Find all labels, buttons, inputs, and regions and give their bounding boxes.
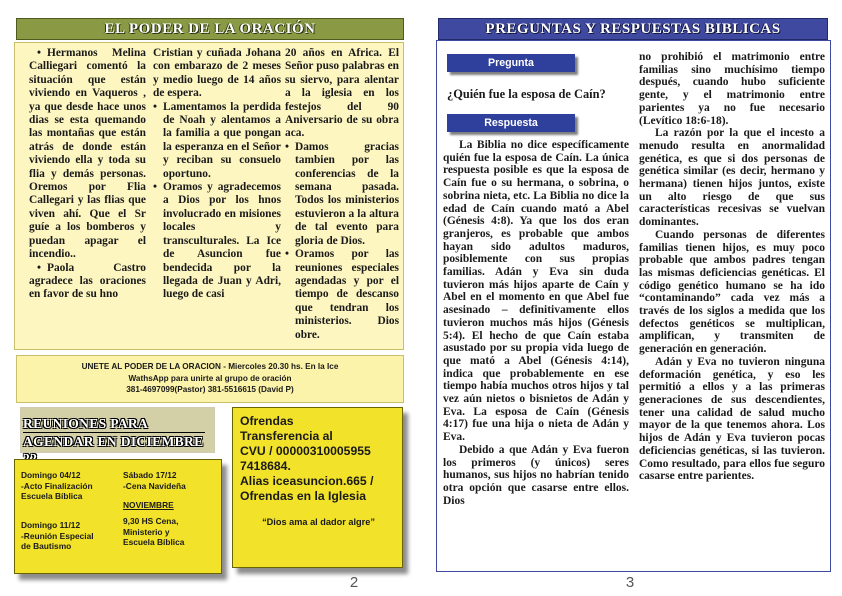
question-label: Pregunta	[447, 54, 575, 72]
offerings-cvu-end: 7418684.	[240, 459, 291, 473]
meetings-title	[20, 407, 215, 453]
page-number-left: 2	[349, 574, 359, 591]
invite-line-schedule: UNETE AL PODER DE LA ORACION - Miercoles 20.30 hs. En la Ice	[81, 362, 339, 371]
offerings-title: Ofrendas	[240, 414, 294, 428]
prayer-column-2	[153, 47, 281, 302]
agenda-text: de Bautismo	[21, 541, 72, 551]
agenda-event-dec-11	[21, 520, 94, 552]
agenda-text: -Cena Navideña	[123, 480, 186, 491]
qa-box	[436, 40, 831, 572]
agenda-event-dec-17	[123, 470, 186, 491]
agenda-date: Domingo 11/12	[21, 520, 81, 530]
agenda-text: -Reunión Especial	[21, 530, 94, 541]
prayer-column-3	[285, 47, 399, 342]
agenda-text: Escuela Bíblica	[123, 537, 185, 547]
answer-label: Respuesta	[447, 114, 575, 132]
meetings-title-line-2: AGENDAR EN DICIEMBRE	[23, 433, 205, 468]
prayer-requests-box	[14, 42, 404, 350]
agenda-text: Ministerio y	[123, 526, 170, 537]
prayer-item-special-meetings: • Oramos por las reuniones especiales agendadas y por el tiempo de descanso que tendran los ministerios. Dios obre.	[285, 248, 399, 342]
agenda-event-dec-04	[21, 470, 93, 502]
answer-paragraph: La razón por la que el incesto a menudo resulta en anormalidad genética, es que si dos personas de genética similar (es decir, hermano y hermana) tienen hijos juntos, existe un alto riesgo de que sus características recesivas se vuelvan dominantes.	[639, 127, 825, 229]
question-text: ¿Quién fue la esposa de Caín?	[447, 87, 606, 101]
answer-paragraph: no prohibió el matrimonio entre familias sino muchísimo tiempo después, cuando hubo suficiente gente, y el matrimonio entre parientes ya no fue necesario (Levítico 18:6-18).	[639, 51, 825, 127]
prayer-item-melina: • Hermanos Melina Calliegari comentó la situación que están viviendo en Vaqueros , ya que desde hace unos dias se esta quemando las montañas que están atrás de donde están viviendo ella y toda su flia y demás personas. Oremos por Flia Callegari y las flias que viven ahí. Que el Sr guíe a los bomberos y puedan apagar el incendio..	[19, 47, 146, 262]
answer-column-1	[443, 139, 629, 507]
agenda-text: -Acto Finalización	[21, 480, 93, 491]
prayer-item-paola: • Paola Castro agradece las oraciones en favor de su hno	[19, 262, 146, 302]
december-agenda	[14, 459, 222, 574]
prayer-item-missions-continued: 20 años en Africa. El Señor puso palabras en su siervo, para alentar a la iglesia en los festejos del 90 Aniversario de su obra aca.	[285, 47, 399, 140]
qa-section-title: PREGUNTAS Y RESPUESTAS BIBLICAS	[438, 18, 828, 40]
prayer-column-1	[19, 47, 146, 302]
agenda-text: 9,30 HS Cena,	[123, 516, 179, 526]
answer-paragraph: Cuando personas de diferentes familias tienen hijos, es muy poco probable que ambos padres tengan las mismas deficiencias genéticas. El código genético humano se ha ido “contaminando” cada vez más a través de los siglos a medida que los defectos genéticos se multiplican, amplifican, y transmiten de generación en generación.	[639, 228, 825, 356]
agenda-month-heading: NOVIEMBRE	[123, 500, 174, 510]
offerings-quote: “Dios ama al dador algre”	[262, 517, 375, 527]
invite-line-phones: 381-4697099(Pastor) 381-5516615 (David P)	[126, 385, 294, 394]
answer-column-2	[639, 51, 825, 483]
offerings-in-church: Ofrendas en la Iglesia	[240, 489, 366, 503]
answer-paragraph: Adán y Eva no tuvieron ninguna deformación genética, y eso les permitió a ellos y a las primeras generaciones de sus descendientes, tener una calidad de salud mucho mayor de la que tenemos ahora. Los hijos de Adán y Eva tuvieron pocas deficiencias genéticas, si las tuvieron. Como resultado, para ellos fue seguro casarse entre parientes.	[639, 355, 825, 483]
prayer-item-noah: • Lamentamos la perdida de Noah y alentamos a la familia a que pongan la esperanza en el Señor y reciban su consuelo oportuno.	[153, 101, 281, 181]
page-number-right: 3	[625, 574, 635, 591]
prayer-item-paola-continued: Cristian y cuñada Johana con embarazo de 2 meses y medio luego de 14 años de espera.	[153, 47, 281, 100]
offerings-cvu: CVU / 00000310005955	[240, 444, 371, 458]
answer-paragraph: La Biblia no dice específicamente quién fue la esposa de Caín. La única respuesta posible es que la esposa de Caín fue o su hermana, o sobrina, o sobrina nieta, etc. La Biblia no dice la edad de Caín cuando mató a Abel (Génesis 4:8). Ya que los dos eran granjeros, es probable que ambos hayan sido adultos maduros, posiblemente con sus propias familias. Adán y Eva sin duda tuvieron más hijos aparte de Caín y Abel en el momento en que Abel fue asesinado – definitivamente ellos tuvieron muchos más hijos (Génesis 5:4). El hecho de que Caín estaba asustado por su propia vida luego de que mató a Abel (Génesis 4:14), indica que probablemente en ese tiempo había muchos otros hijos y tal vez aún nietos o bisnietos de Adán y Eva. La esposa de Caín (Génesis 4:17) fue una hija o nieta de Adán y Eva.	[443, 139, 629, 444]
offerings-box	[232, 407, 403, 568]
prayer-item-conferences: • Damos gracias tambien por las conferencias de la semana pasada. Todos los ministerios estuvieron a la altura de tal evento para gloria de Dios.	[285, 141, 399, 248]
agenda-date: Sábado 17/12	[123, 470, 177, 480]
prayer-group-invite	[16, 355, 404, 403]
agenda-event-november	[123, 516, 184, 548]
prayer-section-title: EL PODER DE LA ORACIÓN	[16, 18, 404, 40]
meetings-title-line-1: REUNIONES PARA	[23, 415, 205, 433]
invite-line-whatsapp: WathsApp para unirte al grupo de oración	[128, 373, 292, 383]
agenda-date: Domingo 04/12	[21, 470, 81, 480]
agenda-text: Escuela Bíblica	[21, 491, 83, 501]
prayer-item-missions: • Oramos y agradecemos a Dios por los hnos involucrado en misiones locales y transculturales. La Ice de Asuncion fue bendecida por la llegada de Juan y Adri, luego de casi	[153, 181, 281, 302]
offerings-transfer: Transferencia al	[240, 429, 333, 443]
offerings-alias: Alias iceasuncion.665 /	[240, 474, 374, 488]
answer-paragraph: Debido a que Adán y Eva fueron los primeros (y únicos) seres humanos, sus hijos no habrían tenido otra opción que casarse entre ellos. Dios	[443, 443, 629, 507]
